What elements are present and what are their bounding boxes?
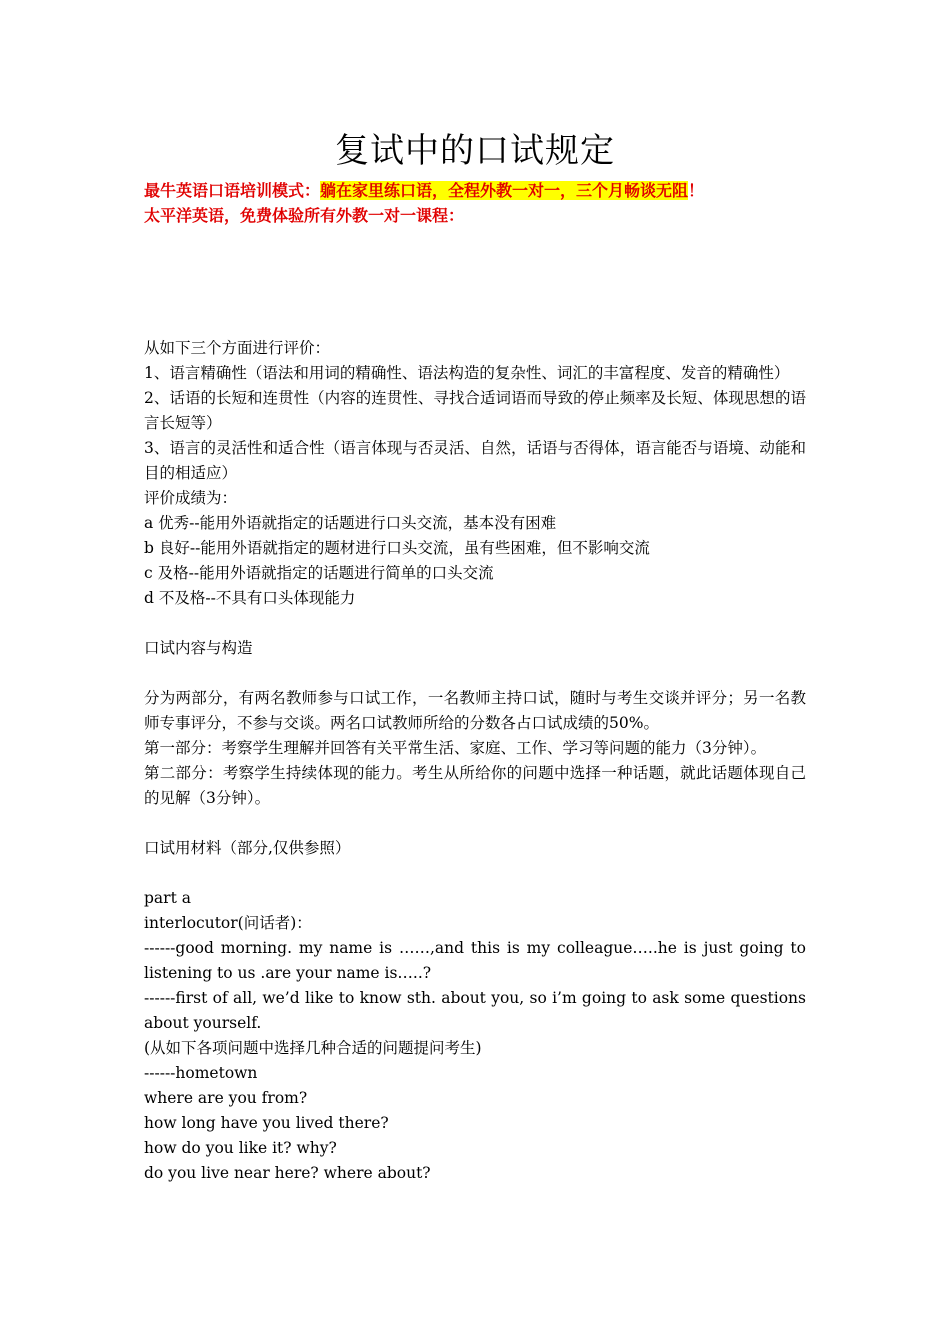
structure-paragraph-2: 第一部分：考察学生理解并回答有关平常生活、家庭、工作、学习等问题的能力（3分钟）。 — [144, 739, 767, 757]
materials-line-question-3: how do you like it? why? — [144, 1139, 337, 1157]
grade-c: c 及格--能用外语就指定的话题进行简单的口头交流 — [144, 564, 494, 582]
grades-intro: 评价成绩为： — [144, 489, 238, 507]
grade-d: d 不及格--不具有口头体现能力 — [144, 589, 356, 607]
grade-b: b 良好--能用外语就指定的题材进行口头交流，虽有些困难，但不影响交流 — [144, 539, 650, 557]
eval-item-1: 1、语言精确性（语法和用词的精确性、语法构造的复杂性、词汇的丰富程度、发音的精确性） — [144, 364, 790, 382]
promo-line-1[interactable] — [144, 178, 806, 203]
grade-a: a 优秀--能用外语就指定的话题进行口头交流，基本没有困难 — [144, 514, 557, 532]
materials-line-greeting: ------good morning. my name is ……,and this is my colleague…..he is just going to listening to us .are your name is…..? — [144, 939, 806, 982]
promo-line-1-end: ！ — [688, 181, 705, 200]
eval-item-3: 3、语言的灵活性和适合性（语言体现与否灵活、自然，话语与否得体，语言能否与语境、动能和目的相适应） — [144, 439, 806, 482]
materials-line-instruction: (从如下各项问题中选择几种合适的问题提问考生) — [144, 1039, 482, 1057]
materials-line-part-a: part a — [144, 889, 191, 907]
structure-paragraph-3: 第二部分：考察学生持续体现的能力。考生从所给你的问题中选择一种话题，就此话题体现自己的见解（3分钟）。 — [144, 764, 806, 807]
promo-line-1-highlight: 躺在家里练口语，全程外教一对一，三个月畅谈无阻 — [320, 181, 689, 200]
document-page — [144, 128, 806, 1186]
page-title: 复试中的口试规定 — [335, 131, 615, 171]
eval-item-2: 2、话语的长短和连贯性（内容的连贯性、寻找合适词语而导致的停止频率及长短、体现思想的语言长短等） — [144, 389, 806, 432]
materials-line-hometown: ------hometown — [144, 1064, 258, 1082]
promo-line-1-lead: 最牛英语口语培训模式： — [144, 181, 321, 200]
materials-line-question-2: how long have you lived there? — [144, 1114, 389, 1132]
materials-line-question-1: where are you from? — [144, 1089, 308, 1107]
materials-line-question-4: do you live near here? where about? — [144, 1164, 431, 1182]
materials-line-interlocutor: interlocutor(问话者)： — [144, 914, 312, 932]
materials-heading: 口试用材料（部分,仅供参照） — [144, 839, 351, 857]
materials-line-intro-question: ------first of all, we’d like to know sth. about you, so i’m going to ask some questions about yourself. — [144, 989, 806, 1032]
structure-paragraph-1: 分为两部分，有两名教师参与口试工作，一名教师主持口试，随时与考生交谈并评分；另一名教师专事评分，不参与交谈。两名口试教师所给的分数各占口试成绩的50%。 — [144, 689, 806, 732]
promo-line-2[interactable]: 太平洋英语，免费体验所有外教一对一课程： — [144, 206, 465, 225]
eval-intro: 从如下三个方面进行评价： — [144, 339, 331, 357]
structure-heading: 口试内容与构造 — [144, 639, 253, 657]
